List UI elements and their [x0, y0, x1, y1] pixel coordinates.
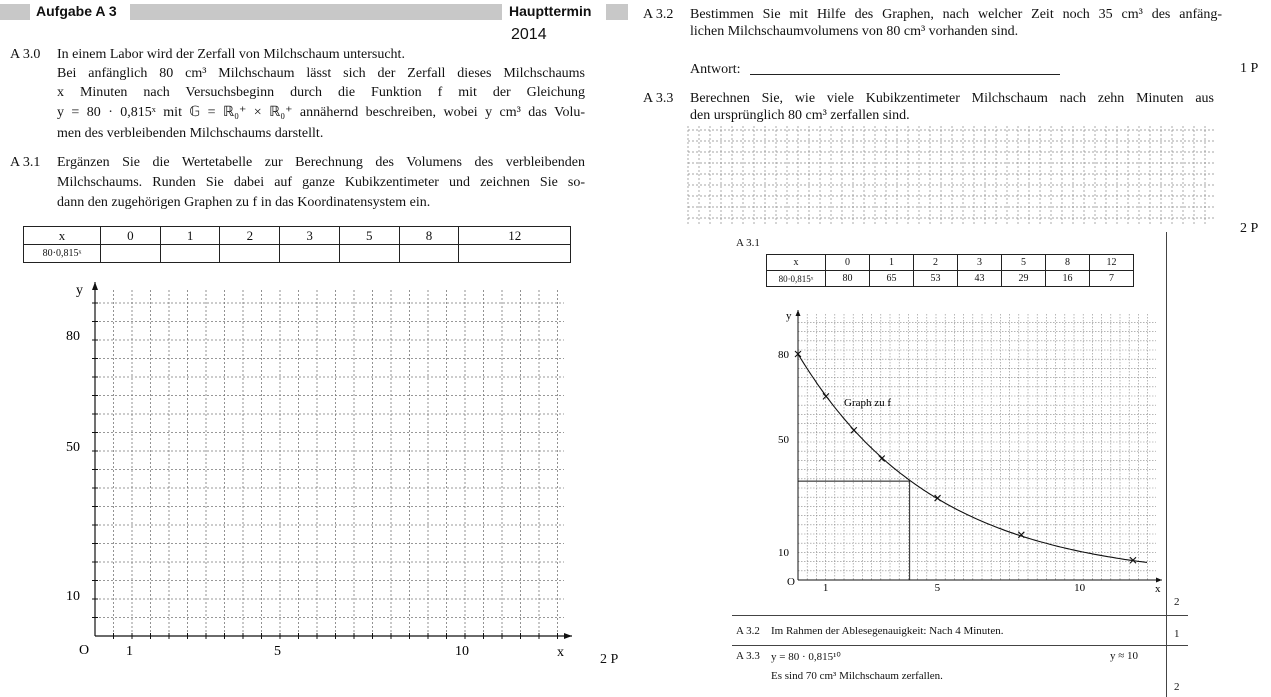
solution-a33-text: Es sind 70 cm³ Milchschaum zerfallen.: [771, 670, 943, 682]
solution-y-tick-label: 80: [778, 349, 789, 361]
a30-line3: x Minuten nach Versuchsbeginn durch die Funktion f mit der Gleichung: [57, 85, 585, 100]
solution-divider-2: [732, 645, 1188, 646]
solution-table-y: 65: [870, 271, 914, 287]
term-label: Haupttermin: [509, 3, 592, 19]
solution-axes: [796, 310, 1163, 583]
a31-line2: Milchschaums. Runden Sie dabei auf ganze Kubikzentimeter und zeichnen Sie so-: [57, 175, 585, 190]
data-point: [851, 427, 857, 433]
a30-label: A 3.0: [10, 47, 41, 62]
solution-a33-equation: y = 80 · 0,815¹⁰: [771, 651, 841, 663]
y-tick-label: 80: [66, 329, 80, 344]
left-y-axis-label: y: [76, 283, 83, 298]
a32-line1: Bestimmen Sie mit Hilfe des Graphen, nach welcher Zeit noch 35 cm³ des anfäng-: [690, 7, 1222, 22]
empty-coordinate-system[interactable]: [0, 270, 600, 670]
solution-graph: [760, 300, 1180, 600]
value-cell-empty[interactable]: [339, 245, 399, 263]
value-cell-empty[interactable]: [459, 245, 571, 263]
value-cell-empty[interactable]: [101, 245, 161, 263]
data-point: [823, 393, 829, 399]
a32-label: A 3.2: [643, 7, 674, 22]
x-tick-label: 10: [455, 644, 469, 659]
graph-label: Graph zu f: [844, 397, 892, 409]
value-cell-empty[interactable]: [280, 245, 340, 263]
a33-line2: den ursprünglich 80 cm³ zerfallen sind.: [690, 108, 910, 123]
header-bar-right: [606, 4, 628, 20]
solution-a33-label: A 3.3: [736, 650, 760, 662]
solution-table-y: 80: [826, 271, 870, 287]
solution-table-head: x: [767, 255, 826, 271]
a31-line3: dann den zugehörigen Graphen zu f in das Koordinatensystem ein.: [57, 195, 431, 210]
solution-x-arrow: [1156, 578, 1162, 583]
value-cell-empty[interactable]: [160, 245, 220, 263]
answer-label: Antwort:: [690, 62, 741, 77]
value-table-x: 5: [339, 227, 399, 245]
solution-table-x: 12: [1090, 255, 1134, 271]
a30-line5: men des verbleibenden Milchschaums darstellt.: [57, 126, 324, 141]
a30-line4: y = 80 · 0,815ˣ mit 𝔾 = ℝ₀⁺ × ℝ₀⁺ annähernd beschreiben, wobei y cm³ das Volu-: [57, 105, 585, 120]
solution-a31-label: A 3.1: [736, 237, 760, 249]
calculation-grid[interactable]: [688, 126, 1214, 226]
a33-label: A 3.3: [643, 91, 674, 106]
solution-a31-points: 2: [1174, 596, 1180, 608]
empty-grid: [95, 290, 564, 636]
reading-helper-lines: [798, 481, 910, 580]
left-origin-label: O: [79, 643, 90, 658]
value-cell-empty[interactable]: [399, 245, 459, 263]
a33-line1: Berechnen Sie, wie viele Kubikzentimeter Milchschaum nach zehn Minuten aus: [690, 91, 1214, 106]
solution-x-axis-label: x: [1155, 583, 1161, 595]
a31-label: A 3.1: [10, 155, 41, 170]
value-table-x: 0: [101, 227, 161, 245]
a32-line2: lichen Milchschaumvolumens von 80 cm³ vorhanden sind.: [690, 24, 1019, 39]
solution-origin-label: O: [787, 576, 795, 588]
value-cell-empty[interactable]: [220, 245, 280, 263]
a30-line2: Bei anfänglich 80 cm³ Milchschaum lässt sich der Zerfall dieses Milchschaums: [57, 66, 585, 81]
solution-table-y: 16: [1046, 271, 1090, 287]
a31-points: 2 P: [600, 652, 619, 667]
y-tick-label: 10: [66, 589, 80, 604]
solution-table-x: 1: [870, 255, 914, 271]
solution-divider-1: [732, 615, 1188, 616]
a32-points: 1 P: [1240, 61, 1259, 76]
value-table-x: 3: [280, 227, 340, 245]
value-table-row-label: 80·0,815ˣ: [24, 245, 101, 263]
value-table-empty: [23, 226, 571, 263]
solution-table-row-label: 80·0,815ˣ: [767, 271, 826, 287]
value-table-x: 1: [160, 227, 220, 245]
value-table-x: 12: [459, 227, 571, 245]
solution-y-tick-label: 50: [778, 433, 789, 446]
solution-table-y: 53: [914, 271, 958, 287]
value-table-head: x: [24, 227, 101, 245]
solution-a33-points: 2: [1174, 681, 1180, 693]
year-label: 2014: [511, 26, 547, 43]
solution-table-x: 5: [1002, 255, 1046, 271]
a31-line1: Ergänzen Sie die Wertetabelle zur Berechnung des Volumens des verbleibenden: [57, 155, 585, 170]
solution-table-x: 8: [1046, 255, 1090, 271]
answer-line[interactable]: [750, 74, 1060, 75]
x-tick-label: 5: [274, 644, 281, 659]
solution-value-table: [766, 254, 1134, 287]
x-axis-arrow: [564, 633, 572, 639]
a30-line1: In einem Labor wird der Zerfall von Milchschaum untersucht.: [57, 47, 405, 62]
x-tick-label: 1: [126, 644, 133, 659]
task-title: Aufgabe A 3: [36, 3, 117, 19]
y-axis-arrow: [92, 282, 98, 290]
solution-table-x: 2: [914, 255, 958, 271]
value-table-x: 8: [399, 227, 459, 245]
solution-a32-text: Im Rahmen der Ablesegenauigkeit: Nach 4 Minuten.: [771, 625, 1004, 637]
solution-grid: [798, 314, 1156, 580]
a33-points: 2 P: [1240, 221, 1259, 236]
value-table-x: 2: [220, 227, 280, 245]
data-point: [879, 456, 885, 462]
header-bar-middle: [130, 4, 502, 20]
solution-table-x: 0: [826, 255, 870, 271]
solution-table-y: 43: [958, 271, 1002, 287]
solution-table-y: 29: [1002, 271, 1046, 287]
y-tick-label: 50: [66, 440, 80, 455]
left-x-axis-label: x: [557, 645, 564, 660]
solution-y-axis-label: y: [786, 310, 792, 322]
solution-a32-label: A 3.2: [736, 625, 760, 637]
solution-x-tick-label: 1: [822, 582, 829, 594]
solution-y-arrow: [796, 310, 801, 316]
solution-x-tick-label: 10: [1074, 582, 1086, 594]
solution-a32-points: 1: [1174, 628, 1180, 640]
solution-x-tick-label: 5: [934, 582, 941, 594]
solution-y-tick-label: 10: [778, 546, 789, 559]
empty-axes: [92, 282, 572, 639]
solution-table-y: 7: [1090, 271, 1134, 287]
solution-a33-result: y ≈ 10: [1110, 650, 1139, 662]
header-bar-left: [0, 4, 30, 20]
solution-table-x: 3: [958, 255, 1002, 271]
